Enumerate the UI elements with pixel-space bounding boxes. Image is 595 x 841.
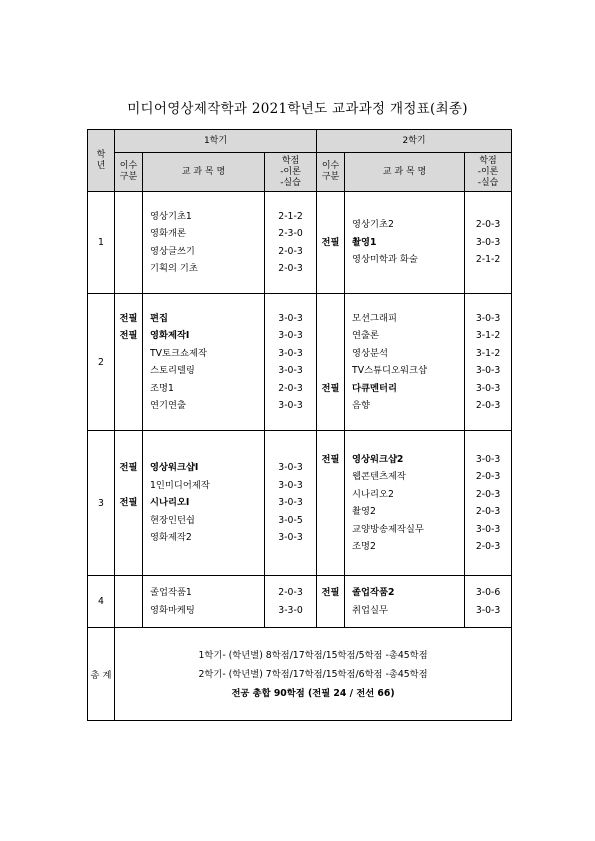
course-credit: 3-0-5 <box>278 514 303 526</box>
course-type <box>317 538 344 556</box>
course-type <box>317 602 344 620</box>
sem2-type-cell <box>317 294 345 431</box>
course-name: 졸업작품1 <box>150 587 192 598</box>
sem2-course-cell <box>345 294 465 431</box>
course-type <box>115 397 142 415</box>
course-name: 영상워크샵Ⅰ <box>150 462 199 474</box>
course-type <box>115 584 142 602</box>
course-name: 웹콘텐츠제작 <box>352 471 406 482</box>
summary-line1: 1학기- (학년별) 8학점/17학점/15학점/5학점 -총45학점 <box>198 649 428 661</box>
course-type: 전필 <box>119 312 138 324</box>
course-name: TV스튜디오워크샵 <box>352 365 427 376</box>
course-credit: 3-0-3 <box>475 382 501 394</box>
course-type <box>317 362 344 380</box>
course-name: 영상기초1 <box>150 210 192 222</box>
sem1-credit-cell <box>265 576 317 628</box>
semester2-header: 2학기 <box>317 130 512 153</box>
course-type <box>317 486 344 504</box>
course-credit: 2-0-3 <box>475 471 501 482</box>
course-credit: 3-0-3 <box>278 462 303 474</box>
course-credit: 3-0-6 <box>475 587 501 598</box>
course-type <box>317 397 344 415</box>
course-credit: 3-0-3 <box>278 532 303 544</box>
sem2-course-cell <box>345 431 465 576</box>
course-credit: 3-0-3 <box>278 330 303 341</box>
course-name: 다큐멘터리 <box>352 382 397 394</box>
course-credit: 2-0-3 <box>278 382 303 394</box>
course-name: 연기연출 <box>150 400 186 411</box>
course-credit: 2-0-3 <box>278 587 303 598</box>
course-type: 전필 <box>119 462 138 474</box>
course-type <box>317 251 344 269</box>
year-cell: 3 <box>88 431 115 576</box>
year-cell: 2 <box>88 294 115 431</box>
course-name: 영상워크샵2 <box>352 453 404 465</box>
course-credit: 3-0-3 <box>475 453 501 465</box>
sem1-type-cell <box>115 192 143 294</box>
course-credit: 2-0-3 <box>278 263 303 274</box>
course-name: 음향 <box>352 400 370 411</box>
course-name: 교양방송제작실무 <box>352 523 424 535</box>
sem1-credit-cell <box>265 431 317 576</box>
course-name: 졸업작품2 <box>352 587 395 598</box>
course-credit: 2-0-3 <box>475 541 501 552</box>
course-name: 1인미디어제작 <box>150 479 210 491</box>
course-credit: 3-0-3 <box>278 312 303 324</box>
course-type <box>317 345 344 363</box>
course-credit: 3-0-3 <box>475 523 501 535</box>
type-header: 이수 구분 <box>317 153 345 192</box>
course-type <box>317 327 344 345</box>
course-type: 전필 <box>119 497 138 509</box>
sem2-type-cell <box>317 576 345 628</box>
course-credit: 2-0-3 <box>475 506 501 517</box>
course-type <box>115 345 142 363</box>
summary-line3: 전공 총합 90학점 (전필 24 / 전선 66) <box>231 687 395 699</box>
course-name: 시나리오Ⅰ <box>150 497 190 509</box>
page-title: 미디어영상제작학과 2021학년도 교과과정 개정표(최종) <box>127 101 468 117</box>
course-type <box>115 477 142 495</box>
course-name: 모션그래피 <box>352 312 397 324</box>
course-name: 시나리오2 <box>352 488 394 500</box>
course-type <box>115 225 142 243</box>
course-name: 영화제작2 <box>150 532 192 544</box>
course-credit: 2-1-2 <box>278 210 303 222</box>
curriculum-table <box>87 129 512 721</box>
course-type: 전필 <box>321 587 340 598</box>
course-type <box>317 310 344 328</box>
course-name: 조명1 <box>150 382 174 394</box>
sem1-course-cell <box>143 294 265 431</box>
course-name: 영상글쓰기 <box>150 245 195 257</box>
sem2-type-cell <box>317 192 345 294</box>
course-type <box>115 208 142 226</box>
course-header: 교 과 목 명 <box>345 153 465 192</box>
sem1-type-cell <box>115 576 143 628</box>
sem1-course-cell <box>143 576 265 628</box>
sem2-course-cell <box>345 576 465 628</box>
course-name: 현장인턴쉽 <box>150 514 195 526</box>
course-credit: 3-0-3 <box>475 312 501 324</box>
course-name: 촬영2 <box>352 506 376 517</box>
course-name: 영화제작Ⅰ <box>150 330 190 341</box>
course-type: 전필 <box>119 330 138 341</box>
course-name: 영상미학과 화술 <box>352 254 418 266</box>
semester1-header: 1학기 <box>115 130 317 153</box>
sem2-credit-cell <box>465 431 512 576</box>
course-credit: 3-0-3 <box>475 236 501 248</box>
course-type <box>115 529 142 547</box>
course-credit: 3-0-3 <box>278 347 303 359</box>
course-name: 영화개론 <box>150 228 186 239</box>
sem1-course-cell <box>143 192 265 294</box>
course-credit: 3-0-3 <box>475 604 501 616</box>
course-name: 영상기초2 <box>352 219 394 231</box>
type-header: 이수 구분 <box>115 153 143 192</box>
course-type <box>317 521 344 539</box>
sem1-type-cell <box>115 431 143 576</box>
course-credit: 3-0-3 <box>278 365 303 376</box>
course-type <box>115 602 142 620</box>
sem2-type-cell <box>317 431 345 576</box>
course-name: 기획의 기초 <box>150 263 198 274</box>
course-type <box>115 243 142 261</box>
course-type <box>317 503 344 521</box>
course-credit: 2-0-3 <box>475 219 501 231</box>
course-credit: 3-0-3 <box>278 479 303 491</box>
course-type: 전필 <box>321 453 340 465</box>
course-name: 취업실무 <box>352 604 388 616</box>
year-header: 학 년 <box>88 130 115 192</box>
summary-line2: 2학기- (학년별) 7학점/17학점/15학점/6학점 -총45학점 <box>198 668 428 680</box>
sem1-credit-cell <box>265 192 317 294</box>
summary-cell <box>115 628 512 721</box>
course-name: 편집 <box>150 312 168 324</box>
course-name: 스토리텔링 <box>150 365 195 376</box>
sem2-credit-cell <box>465 192 512 294</box>
course-credit: 2-0-3 <box>475 400 501 411</box>
credit-header: 학점 -이론 -실습 <box>465 153 512 192</box>
credit-header: 학점 -이론 -실습 <box>265 153 317 192</box>
course-type <box>115 512 142 530</box>
summary-label: 총 계 <box>88 628 115 721</box>
course-credit: 3-1-2 <box>475 330 501 341</box>
course-type: 전필 <box>321 382 340 394</box>
course-type <box>115 362 142 380</box>
course-credit: 3-3-0 <box>278 604 303 616</box>
course-credit: 2-3-0 <box>278 228 303 239</box>
course-type <box>317 468 344 486</box>
course-type <box>317 216 344 234</box>
sem1-course-cell <box>143 431 265 576</box>
sem2-course-cell <box>345 192 465 294</box>
sem1-type-cell <box>115 294 143 431</box>
course-name: 연출론 <box>352 330 379 341</box>
sem2-credit-cell <box>465 294 512 431</box>
year-cell: 1 <box>88 192 115 294</box>
course-credit: 3-0-3 <box>278 497 303 509</box>
course-credit: 3-0-3 <box>278 400 303 411</box>
course-type <box>115 380 142 398</box>
course-type <box>115 260 142 278</box>
course-name: 영상분석 <box>352 347 388 359</box>
course-credit: 2-0-3 <box>475 488 501 500</box>
course-header: 교 과 목 명 <box>143 153 265 192</box>
course-name: TV토크쇼제작 <box>150 347 207 359</box>
course-type: 전필 <box>321 236 340 248</box>
course-name: 조명2 <box>352 541 376 552</box>
sem1-credit-cell <box>265 294 317 431</box>
course-credit: 2-1-2 <box>475 254 501 266</box>
year-cell: 4 <box>88 576 115 628</box>
course-name: 영화마케팅 <box>150 604 195 616</box>
course-credit: 2-0-3 <box>278 245 303 257</box>
course-credit: 3-0-3 <box>475 365 501 376</box>
sem2-credit-cell <box>465 576 512 628</box>
course-credit: 3-1-2 <box>475 347 501 359</box>
course-name: 촬영1 <box>352 236 377 248</box>
